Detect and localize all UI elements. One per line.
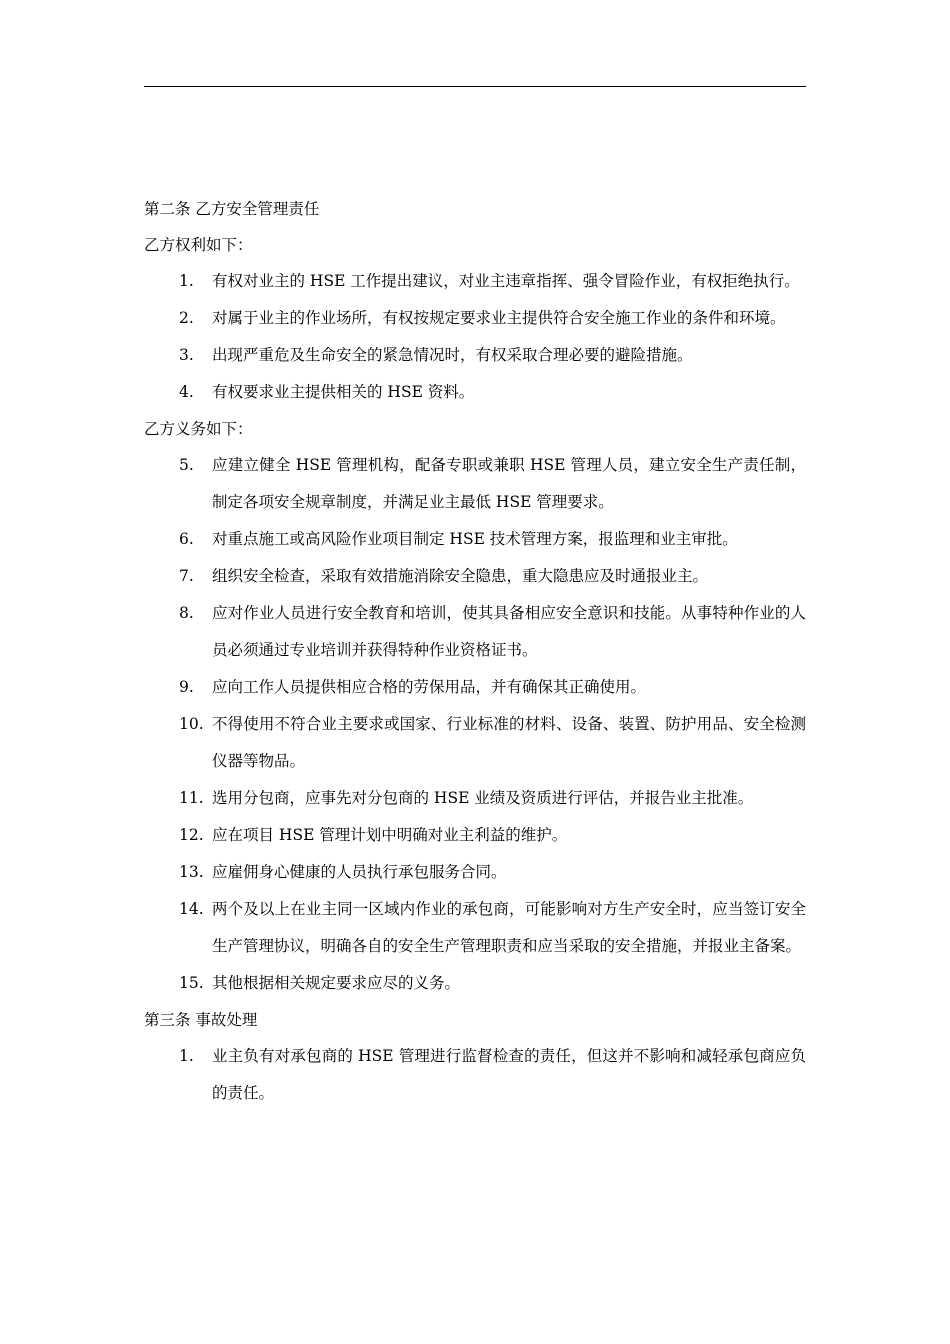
item-text: 组织安全检查，采取有效措施消除安全隐患，重大隐患应及时通报业主。 (212, 567, 709, 585)
list-item (144, 521, 806, 558)
rights-title: 乙方权利如下： (144, 236, 253, 254)
item-number: 4. (179, 383, 194, 401)
item-number: 14. (179, 900, 204, 918)
item-number: 5. (179, 456, 194, 474)
item-number: 13. (179, 863, 204, 881)
item-text: 其他根据相关规定要求应尽的义务。 (212, 974, 461, 992)
list-item (144, 300, 806, 337)
item-number: 7. (179, 567, 194, 585)
item-number: 9. (179, 678, 194, 696)
item-text: 应雇佣身心健康的人员执行承包服务合同。 (212, 863, 507, 881)
list-item (144, 337, 806, 374)
item-text: 不得使用不符合业主要求或国家、行业标准的材料、设备、装置、防护用品、安全检测仪器等物品。 (212, 715, 806, 770)
item-number: 6. (179, 530, 194, 548)
list-item (144, 780, 806, 817)
item-text: 对重点施工或高风险作业项目制定 HSE 技术管理方案，报监理和业主审批。 (212, 530, 738, 548)
document-body (144, 191, 806, 1112)
item-text: 出现严重危及生命安全的紧急情况时，有权采取合理必要的避险措施。 (212, 346, 693, 364)
rights-list (144, 263, 806, 411)
list-item (144, 706, 806, 780)
item-number: 3. (179, 346, 194, 364)
list-item (144, 854, 806, 891)
item-text: 选用分包商，应事先对分包商的 HSE 业绩及资质进行评估，并报告业主批准。 (212, 789, 754, 807)
item-number: 2. (179, 309, 194, 327)
list-item (144, 1038, 806, 1112)
list-item (144, 447, 806, 521)
accident-list (144, 1038, 806, 1112)
list-item (144, 558, 806, 595)
item-number: 15. (179, 974, 204, 992)
item-number: 8. (179, 604, 194, 622)
article-2-heading: 第二条 乙方安全管理责任 (144, 200, 320, 218)
item-number: 10. (179, 715, 204, 733)
item-text: 业主负有对承包商的 HSE 管理进行监督检查的责任，但这并不影响和减轻承包商应负的责任。 (212, 1047, 806, 1102)
item-number: 1. (179, 1047, 194, 1065)
list-item (144, 595, 806, 669)
item-number: 12. (179, 826, 204, 844)
list-item (144, 374, 806, 411)
header-rule (144, 86, 806, 87)
item-text: 两个及以上在业主同一区域内作业的承包商，可能影响对方生产安全时，应当签订安全生产管理协议，明确各自的安全生产管理职责和应当采取的安全措施，并报业主备案。 (212, 900, 806, 955)
item-text: 有权对业主的 HSE 工作提出建议，对业主违章指挥、强令冒险作业，有权拒绝执行。 (212, 272, 800, 290)
list-item (144, 965, 806, 1002)
item-number: 1. (179, 272, 194, 290)
item-text: 应向工作人员提供相应合格的劳保用品，并有确保其正确使用。 (212, 678, 647, 696)
list-item (144, 263, 806, 300)
item-text: 应在项目 HSE 管理计划中明确对业主利益的维护。 (212, 826, 568, 844)
list-item (144, 669, 806, 706)
item-text: 应对作业人员进行安全教育和培训，使其具备相应安全意识和技能。从事特种作业的人员必须通过专业培训并获得特种作业资格证书。 (212, 604, 806, 659)
item-text: 应建立健全 HSE 管理机构，配备专职或兼职 HSE 管理人员，建立安全生产责任制，制定各项安全规章制度，并满足业主最低 HSE 管理要求。 (212, 456, 806, 511)
item-text: 对属于业主的作业场所，有权按规定要求业主提供符合安全施工作业的条件和环境。 (212, 309, 786, 327)
list-item (144, 817, 806, 854)
duties-title: 乙方义务如下： (144, 420, 253, 438)
item-text: 有权要求业主提供相关的 HSE 资料。 (212, 383, 475, 401)
duties-list (144, 447, 806, 1002)
list-item (144, 891, 806, 965)
item-number: 11. (179, 789, 204, 807)
article-3-heading: 第三条 事故处理 (144, 1011, 258, 1029)
